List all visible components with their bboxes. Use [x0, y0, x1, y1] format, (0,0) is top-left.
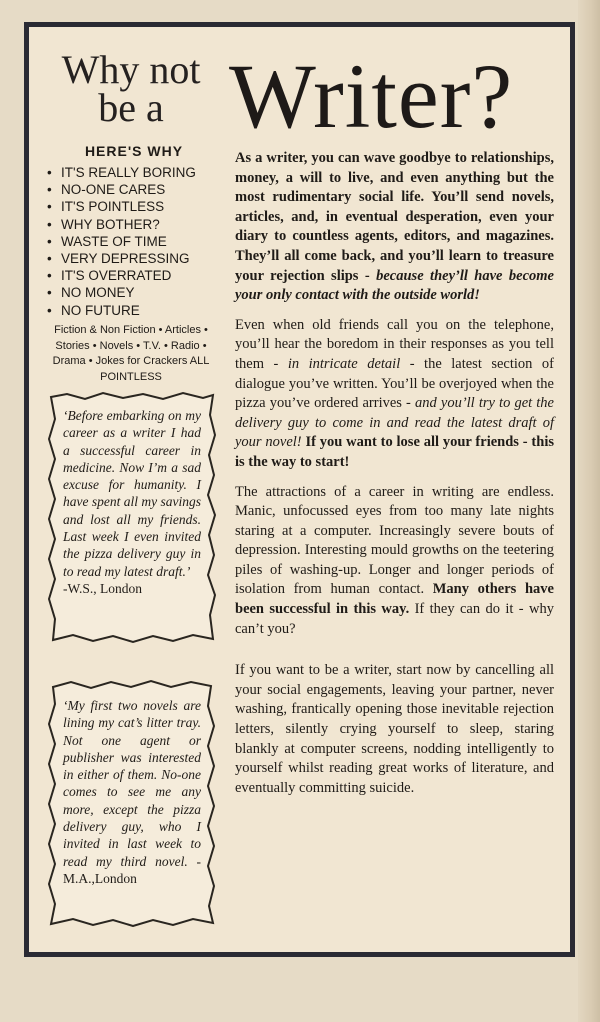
reason-item: • IT'S OVERRATED — [47, 267, 217, 284]
body-paragraph: If you want to be a writer, start now by cancelling all your social engagements, leaving your partner, never washing, frantically opening those inevitable rejection letters, silently crying yourself to sleep, staring blankly at computer screens, nodding intelligently to yourself whilst reading great works of literature, and eventually committing suicide. — [235, 662, 554, 796]
reason-item: • WHY BOTHER? — [47, 216, 217, 233]
reason-item: • VERY DEPRESSING — [47, 250, 217, 267]
testimonial-author: -M.A.,London — [63, 853, 202, 886]
headline-writer: Writer? — [229, 45, 514, 147]
body-paragraph: Even when old friends call you on the telephone, you’ll hear the boredom in their responses as you tell them - in intricate detail - the latest section of dialogue you’ve written. You’ll be overjoyed when the pizza you’ve ordered arrives - and you’ll try to get the delivery guy to come in and read the latest draft of your novel! If you want to lose all your friends - this is the way to start! — [235, 316, 554, 470]
reasons-list — [47, 164, 217, 319]
genres-list: Fiction & Non Fiction • Articles • Stories • Novels • T.V. • Radio • Drama • Jokes for Crackers ALL POINTLESS — [52, 324, 210, 383]
reason-item: • IT'S POINTLESS — [47, 198, 217, 215]
reason-item: • IT'S REALLY BORING — [47, 164, 217, 181]
testimonial-quote: ‘Before embarking on my career as a writer I had a successful career in medicine. Now I’m a sad excuse for humanity. I have spent all my savings and lost all my friends. Last week I even invited the pizza delivery guy in to read my latest draft.’ -W.S., London — [63, 408, 201, 596]
reason-item: • WASTE OF TIME — [47, 233, 217, 250]
heres-why-heading: HERE'S WHY — [84, 143, 184, 159]
page-edge — [578, 0, 600, 1022]
reason-item: • NO FUTURE — [47, 302, 217, 319]
body-paragraph-intro: As a writer, you can wave goodbye to relationships, money, a will to live, and even anything but the most rudimentary social life. You’ll send novels, articles, and, in eventual desperation, even your diary to countless agents, editors, and magazines. They’ll all come back, and you’ll learn to treasure your rejection slips - because they’ll have become your only contact with the outside world! — [235, 150, 554, 304]
headline-why-not: Why not be a — [61, 47, 201, 130]
testimonial-author: -W.S., London — [63, 580, 143, 596]
reason-item: • NO-ONE CARES — [47, 181, 217, 198]
testimonial-quote: ‘My first two novels are lining my cat’s litter tray. Not one agent or publisher was interested in either of them. No-one comes to see me any more, except the pizza delivery guy, who I invited in last week to read my third novel. -M.A.,London — [63, 698, 202, 886]
advertisement-frame — [24, 22, 575, 957]
testimonial-box — [45, 679, 217, 927]
body-column — [235, 149, 554, 808]
reason-item: • NO MONEY — [47, 284, 217, 301]
testimonial-box — [45, 391, 217, 645]
body-paragraph: The attractions of a career in writing are endless. Manic, unfocussed eyes from too many late nights staring at a computer. Increasingly severe bouts of depression. Interesting mould growths on the teetering piles of washing-up. Longer and longer periods of isolation from human contact. Many others have been successful in this way. If they can do it - why can’t you? — [235, 483, 554, 637]
